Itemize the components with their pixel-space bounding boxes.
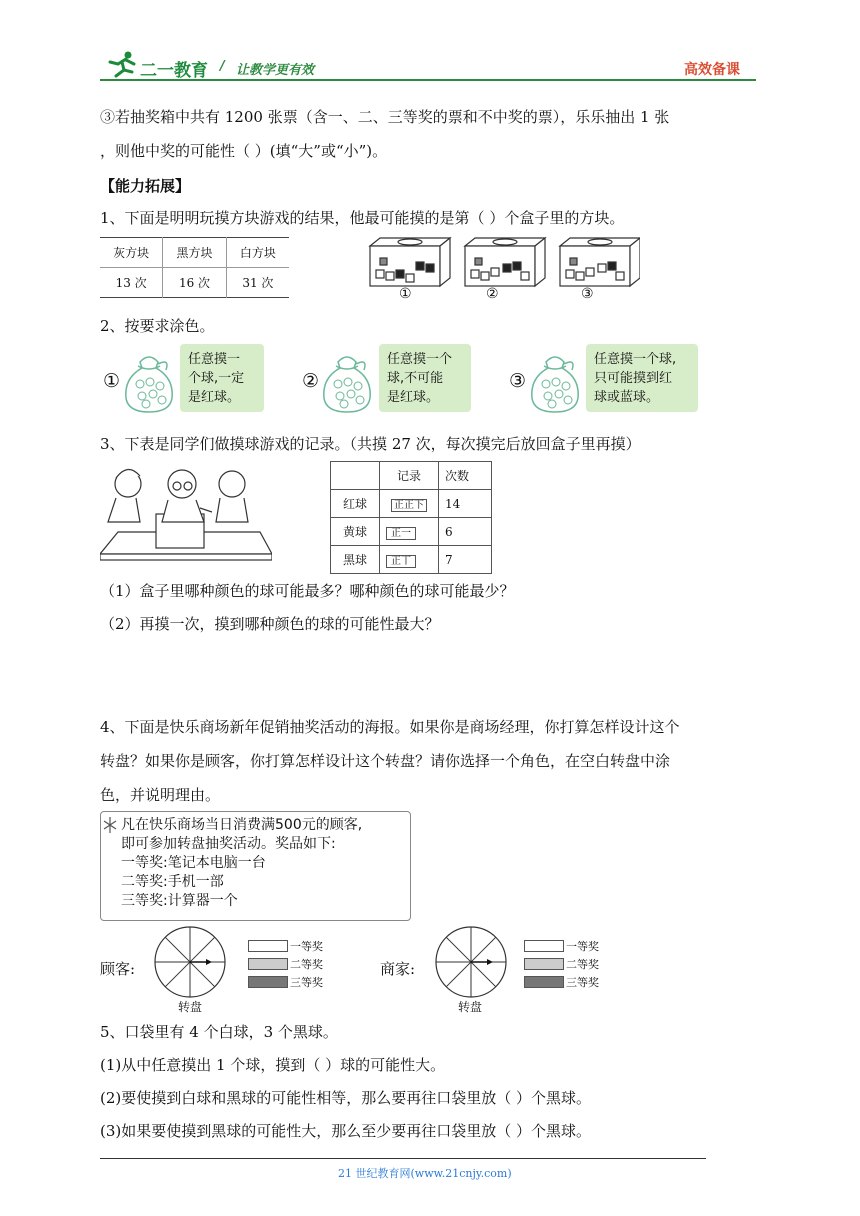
legend-third-prize [248,974,323,990]
problem3-text: 3、下表是同学们做摸球游戏的记录。（共摸 27 次，每次摸完后放回盒子里再摸） [100,435,641,453]
table-cell [380,490,439,518]
note-line: 只可能摸到红 [594,371,673,386]
swatch [248,940,288,952]
table-cell: 16 次 [163,268,227,298]
table-cell: 31 次 [242,276,274,290]
table-cell: 黄球 [331,518,380,546]
firework-icon [103,816,117,834]
note-line: 是红球。 [188,390,241,405]
table-cell: 红球 [331,490,380,518]
footer-rule [100,1158,706,1159]
slogan-divider: / [220,59,225,74]
problem2-text: 2、按要求涂色。 [100,317,215,335]
table-cell: 黑球 [331,546,380,574]
ball-record-table [330,461,492,574]
footer-text: 21 世纪教育网(www.21cnjy.com) [338,1167,512,1180]
legend-second-prize [524,956,599,972]
promo-poster [100,811,411,921]
legend-label: 三等奖 [566,976,599,989]
box-3-icon [560,238,640,286]
runner-logo-icon [104,50,140,78]
ball-bag-icon [526,348,584,416]
item-num-1: ① [103,370,121,392]
swatch [524,958,564,970]
section-title: 【能力拓展】 [100,177,191,195]
table-cell: 7 [439,546,492,574]
tally-box: 正正下 [391,499,427,512]
wheel-label: 转盘 [458,1000,483,1014]
note-3 [586,344,698,412]
problem3-q1: （1）盒子里哪种颜色的球可能最多？哪种颜色的球可能最少？ [100,582,515,600]
merchant-wheel [433,924,509,1000]
problem5-q1: (1)从中任意摸出 1 个球，摸到（ ）球的可能性大。 [100,1056,446,1074]
problem5-text: 5、口袋里有 4 个白球，3 个黑球。 [100,1023,338,1041]
table-header: 灰方块 [100,238,163,268]
note-line: 个球,一定 [188,371,245,386]
ball-bag-icon [120,348,178,416]
poster-line: 凡在快乐商场当日消费满500元的顾客, [121,817,363,833]
table-header: 黑方块 [163,238,227,268]
header [100,48,760,80]
note-line: 球,不可能 [387,371,444,386]
box-2-icon [465,238,545,286]
swatch [248,976,288,988]
poster-line: 一等奖:笔记本电脑一台 [121,855,266,871]
legend-label: 一等奖 [566,940,599,953]
table-cell: 6 [439,518,492,546]
legend-second-prize [248,956,323,972]
wheel-label: 转盘 [178,1000,203,1014]
note-1 [180,344,264,412]
table-header [331,462,380,490]
q3-line2: ，则他中奖的可能性（ ）(填“大”或“小”)。 [100,142,388,160]
note-2 [379,344,471,412]
item-num-2: ② [302,370,320,392]
table-header: 次数 [439,462,492,490]
table-header: 记录 [380,462,439,490]
q3-line1: ③若抽奖箱中共有 1200 张票（含一、二、三等奖的票和不中奖的票），乐乐抽出 1 张 [100,108,670,126]
table-cell: 13 次 [100,268,163,298]
table-cell: 14 [439,490,492,518]
problem1-text: 1、下面是明明玩摸方块游戏的结果，他最可能摸的是第（ ）个盒子里的方块。 [100,209,625,227]
merchant-label: 商家: [380,960,416,978]
box-label-3: ③ [581,286,594,302]
legend-label: 二等奖 [566,958,599,971]
legend-label: 二等奖 [290,958,323,971]
note-line: 任意摸一个球, [594,352,677,367]
problem4-line2: 转盘？如果你是顾客，你打算怎样设计这个转盘？请你选择一个角色，在空白转盘中涂 [100,752,671,770]
table-cell [380,518,439,546]
legend-first-prize [524,938,599,954]
box-label-2: ② [486,286,499,302]
problem3-q2: （2）再摸一次，摸到哪种颜色的球的可能性最大？ [100,615,440,633]
note-line: 是红球。 [387,390,440,405]
legend-label: 三等奖 [290,976,323,989]
legend-label: 一等奖 [290,940,323,953]
swatch [524,976,564,988]
children-playing-illustration [100,462,272,572]
problem5-q2: (2)要使摸到白球和黑球的可能性相等，那么要再往口袋里放（ ）个黑球。 [100,1089,592,1107]
swatch [248,958,288,970]
tally-box: 正一 [386,527,416,540]
customer-wheel [152,924,228,1000]
poster-line: 三等奖:计算器一个 [121,893,238,909]
poster-line: 二等奖:手机一部 [121,874,224,890]
swatch [524,940,564,952]
header-right-text: 高效备课 [684,62,740,78]
box-1-icon [370,238,450,286]
note-line: 球或蓝球。 [594,390,660,405]
problem5-q3: (3)如果要使摸到黑球的可能性大，那么至少要再往口袋里放（ ）个黑球。 [100,1122,592,1140]
problem4-line1: 4、下面是快乐商场新年促销抽奖活动的海报。如果你是商场经理，你打算怎样设计这个 [100,718,680,736]
blocks-table [100,237,289,298]
problem4-line3: 色，并说明理由。 [100,786,221,804]
item-num-3: ③ [509,370,527,392]
table-header: 白方块 [239,246,276,260]
note-line: 任意摸一个 [387,352,453,367]
brand-slogan: 让教学更有效 [236,63,315,78]
table-cell [380,546,439,574]
customer-label: 顾客: [100,960,136,978]
legend-third-prize [524,974,599,990]
brand-name: 二一教育 [140,61,208,81]
legend-first-prize [248,938,323,954]
header-rule [100,79,756,81]
box-label-1: ① [399,286,412,302]
note-line: 任意摸一 [188,352,241,367]
tally-box: 正丅 [386,555,416,568]
poster-line: 即可参加转盘抽奖活动。奖品如下: [121,836,336,852]
ball-bag-icon [318,348,376,416]
